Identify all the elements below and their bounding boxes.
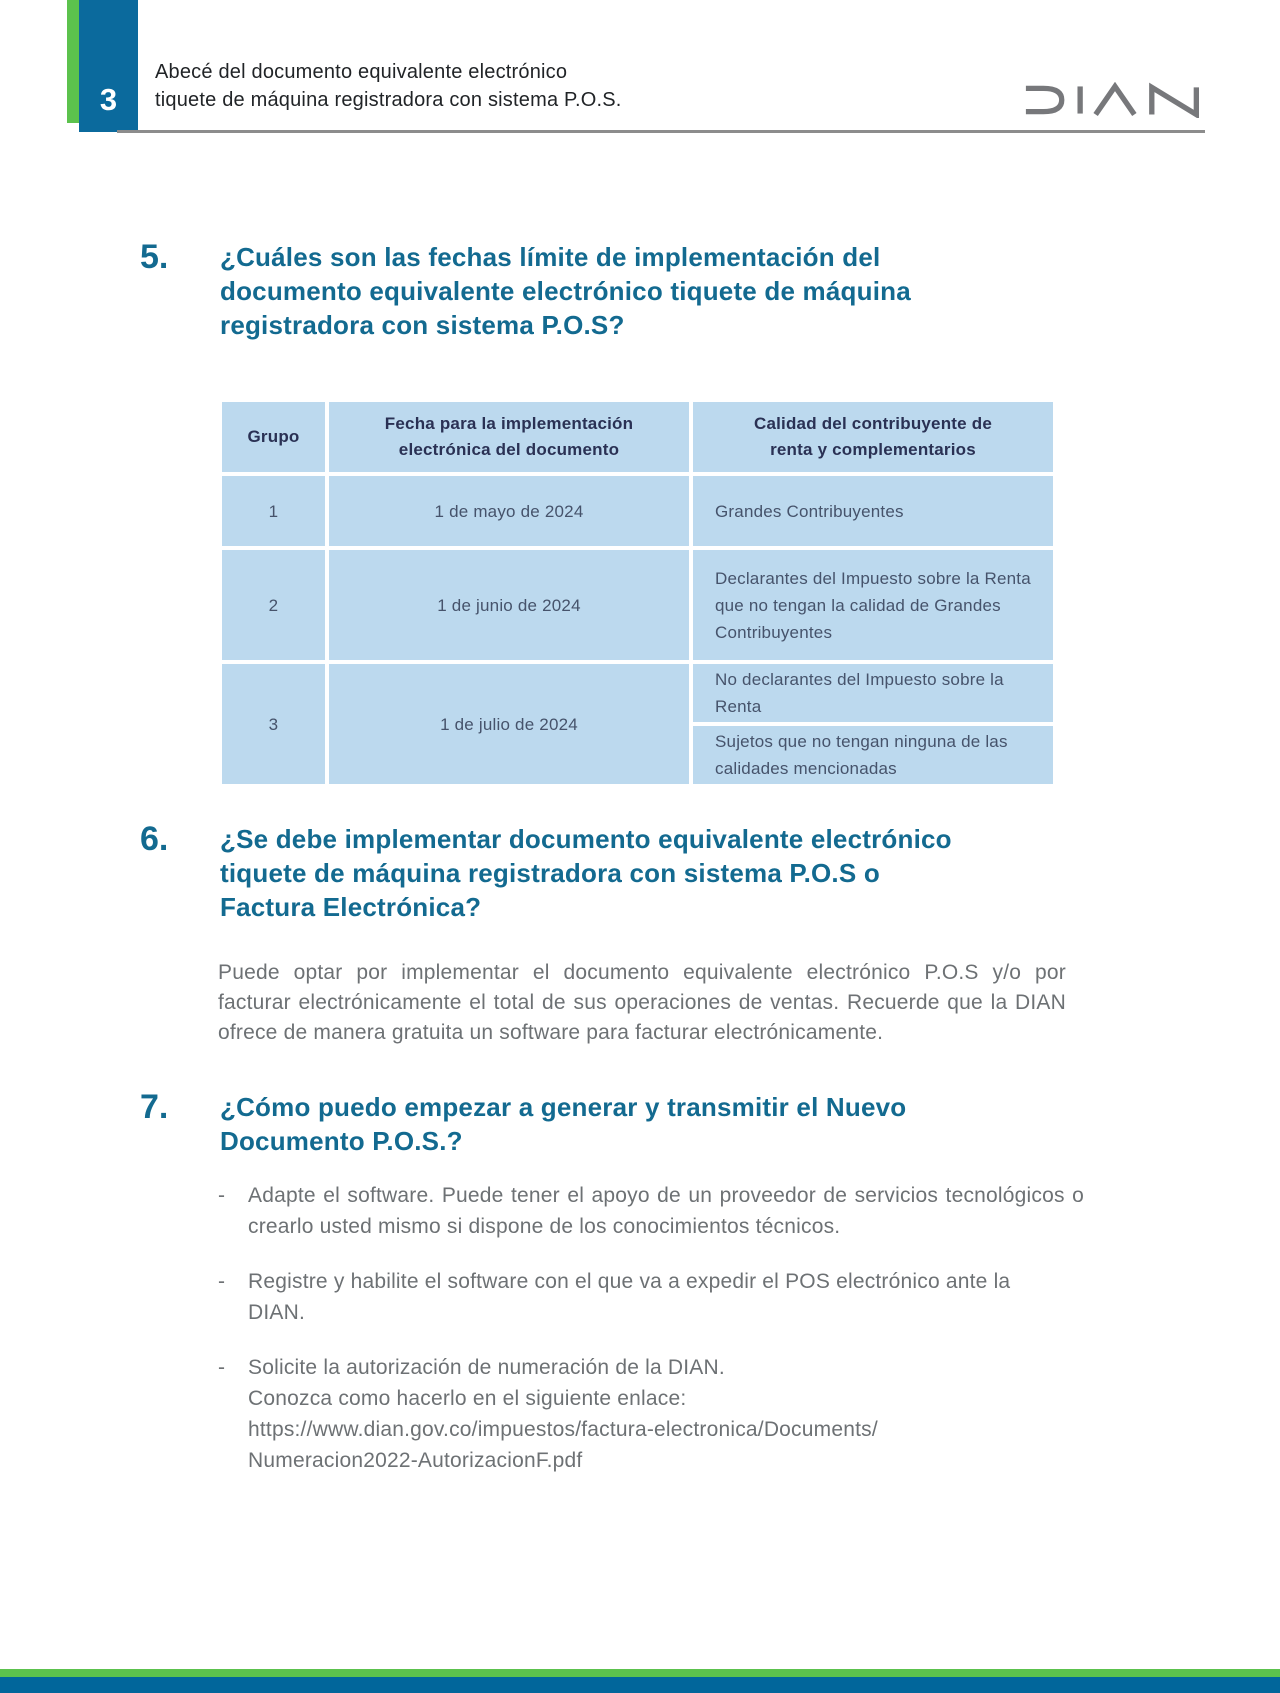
section-6-heading-line2: tiquete de máquina registradora con sistema P.O.S o	[220, 858, 880, 888]
page-number-badge	[79, 0, 138, 132]
section-6-heading-line1: ¿Se debe implementar documento equivalente electrónico	[220, 824, 952, 854]
implementation-dates-table	[222, 402, 1053, 784]
section-5-heading-line3: registradora con sistema P.O.S?	[220, 310, 625, 340]
section-5-number: 5.	[140, 238, 169, 276]
bullet-solicite-line1: Solicite la autorización de numeración de la DIAN.	[248, 1356, 725, 1379]
header-title-line1: Abecé del documento equivalente electrónico	[155, 61, 568, 83]
section-7-heading-line2: Documento P.O.S.?	[220, 1126, 463, 1156]
section-6-number: 6.	[140, 820, 169, 858]
table-row2-grupo: 2	[222, 550, 325, 660]
table-row2-fecha: 1 de junio de 2024	[329, 550, 689, 660]
bullet-dash: -	[218, 1356, 225, 1379]
footer-green-bar	[0, 1669, 1280, 1677]
section-7-heading	[220, 1090, 1040, 1158]
column-header-calidad: Calidad del contribuyente de renta y complementarios	[693, 402, 1053, 472]
dian-logo	[1023, 82, 1207, 123]
section-6-heading-line3: Factura Electrónica?	[220, 892, 482, 922]
table-row1-grupo: 1	[222, 476, 325, 546]
header-divider-rule	[117, 130, 1205, 133]
page-number: 3	[99, 82, 118, 117]
footer-blue-bar	[0, 1677, 1280, 1693]
section-5-heading	[220, 240, 1020, 342]
column-header-fecha: Fecha para la implementación electrónica del documento	[329, 402, 689, 472]
numeracion-link-line1[interactable]: https://www.dian.gov.co/impuestos/factura-electronica/Documents/	[248, 1418, 878, 1441]
section-7-number: 7.	[140, 1088, 169, 1126]
header-title-line2: tiquete de máquina registradora con sistema P.O.S.	[155, 89, 622, 111]
bullet-text-adapte: Adapte el software. Puede tener el apoyo de un proveedor de servicios tecnológicos o crearlo usted mismo si dispone de los conocimientos técnicos.	[248, 1184, 1084, 1238]
bullet-item-adapte	[218, 1180, 1084, 1242]
bullet-solicite-line2: Conozca como hacerlo en el siguiente enlace:	[248, 1387, 687, 1410]
table-row3-grupo: 3	[222, 664, 325, 784]
table-row3-calidad-b: Sujetos que no tengan ninguna de las calidades mencionadas	[693, 726, 1053, 784]
table-row3-calidad-group	[693, 664, 1053, 784]
bullet-item-registre	[218, 1266, 1084, 1328]
numeracion-link-line2[interactable]: Numeracion2022-AutorizacionF.pdf	[248, 1449, 583, 1472]
bullet-text-registre: Registre y habilite el software con el que va a expedir el POS electrónico ante la DIAN.	[248, 1270, 1011, 1324]
bullet-item-solicite	[218, 1352, 1084, 1476]
section-7-heading-line1: ¿Cómo puedo empezar a generar y transmitir el Nuevo	[220, 1092, 907, 1122]
table-row3-fecha: 1 de julio de 2024	[329, 664, 689, 784]
table-row1-calidad: Grandes Contribuyentes	[693, 476, 1053, 546]
table-row1-fecha: 1 de mayo de 2024	[329, 476, 689, 546]
section-6-paragraph: Puede optar por implementar el documento equivalente electrónico P.O.S y/o por facturar electrónicamente el total de sus operaciones de ventas. Recuerde que la DIAN ofrece de manera gratuita un software para facturar electrónicamente.	[218, 961, 1066, 1044]
bullet-text-solicite	[248, 1352, 1084, 1476]
section-7-bullet-list	[218, 1180, 1084, 1500]
bullet-dash: -	[218, 1270, 225, 1293]
column-header-grupo: Grupo	[222, 402, 325, 472]
section-6-heading	[220, 822, 1060, 924]
bullet-dash: -	[218, 1184, 225, 1207]
section-5-heading-line2: documento equivalente electrónico tiquete de máquina	[220, 276, 911, 306]
table-row2-calidad: Declarantes del Impuesto sobre la Renta que no tengan la calidad de Grandes Contribuyentes	[693, 550, 1053, 660]
corner-accent-stripe	[67, 0, 79, 123]
section-5-heading-line1: ¿Cuáles son las fechas límite de implementación del	[220, 242, 881, 272]
header-title	[155, 58, 622, 114]
table-row3-calidad-a: No declarantes del Impuesto sobre la Renta	[693, 664, 1053, 722]
